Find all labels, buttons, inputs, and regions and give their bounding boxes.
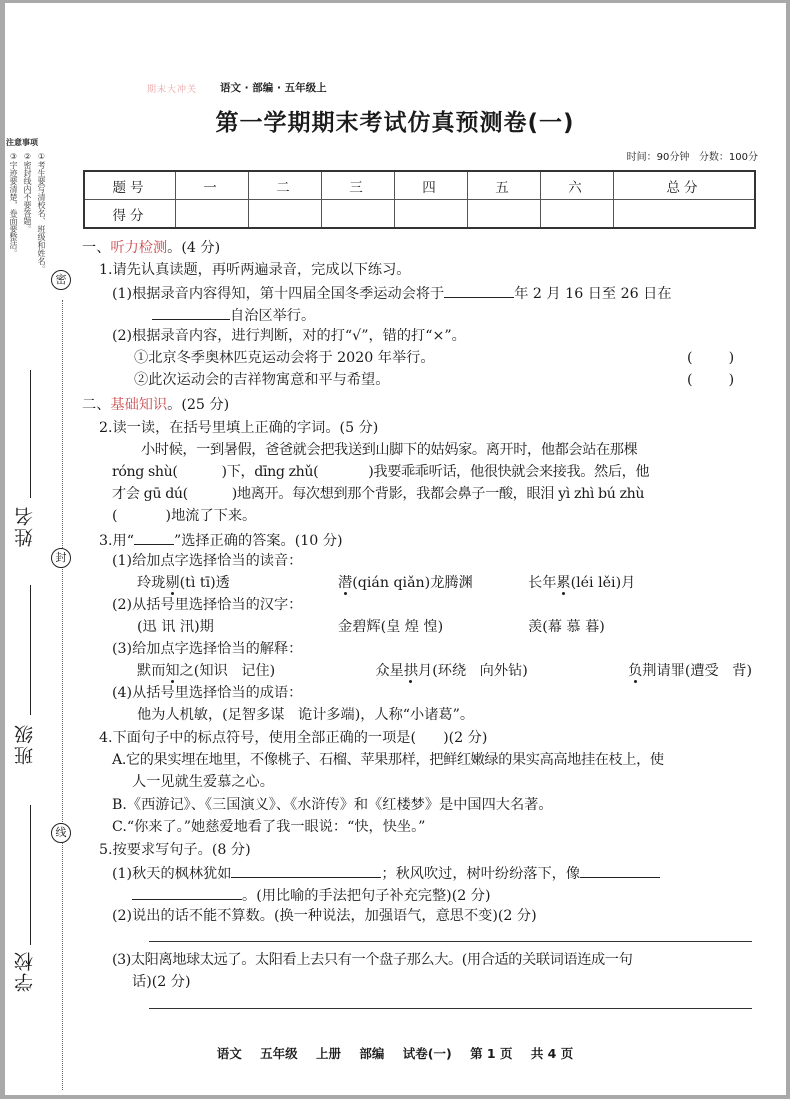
score-cell[interactable] [176,200,249,229]
pinyin-text: róng shù( [112,464,178,480]
section-name: 基础知识 [110,397,168,413]
answer-blank[interactable] [152,304,230,320]
seal-mi-icon: 密 [51,270,71,290]
answer-paren[interactable]: ( ) [687,350,735,366]
brand-logo: 期末大冲关 [147,85,198,95]
notice-title: 注意事项 [6,138,38,147]
footer-grade: 五年级 [260,1046,298,1061]
footer-paper: 试卷(一) [402,1046,452,1061]
choice-text: 众星 [375,663,404,679]
section-heading [82,395,229,417]
choice-text[interactable]: 荆请罪(遭受 背) [642,663,752,679]
choice-item [628,661,752,683]
question-part: (2)根据录音内容，进行判断，对的打“√”，错的打“×”。 [112,328,466,344]
question-stem [99,529,343,553]
footer-subject: 语文 [216,1046,242,1061]
school-fill-line[interactable] [30,805,31,945]
notice-item: ①考生要写清校名、班级和姓名。 [37,152,46,273]
question-part: 话)(2 分) [132,974,191,990]
passage-text: )地流了下来。 [165,508,257,524]
section-points: 。(4 分) [167,240,221,256]
choice-text[interactable]: 之(知识 记住) [179,663,276,679]
table-header-cell: 总分 [614,171,756,200]
table-row [84,171,755,200]
seal-feng-icon: 封 [51,548,71,568]
score-cell[interactable] [322,200,395,229]
answer-line[interactable] [149,941,752,942]
score-row-label: 得分 [84,200,176,229]
dotted-char: 累 [556,575,571,591]
section-heading [82,238,220,260]
footer-page-number: 第 1 页 [470,1046,513,1061]
choice-text[interactable]: (léi lěi)月 [570,575,636,591]
question-stem: 5.按要求写句子。(8 分) [99,842,251,858]
section-number: 一、 [82,240,111,256]
question-part: (2)从括号里选择恰当的汉字： [112,597,303,613]
footer-page-total: 共 4 页 [530,1046,574,1061]
passage-line: 小时候，一到暑假，爸爸就会把我送到山脚下的姑妈家。离开时，他都会站在那棵 [141,442,638,458]
pinyin-text: 才会 gū dú( [112,486,188,502]
option-a[interactable]: A.它的果实埋在地里，不像桃子、石榴、苹果那样，把鲜红嫩绿的果实高高地挂在枝上，使 [112,752,664,768]
choice-text: 默而 [137,663,166,679]
choice-text[interactable]: 月(环绕 向外钻) [418,663,528,679]
score-table [83,170,756,229]
dotted-char: 潜 [338,575,353,591]
question-text: ”选择正确的答案。(10 分) [173,533,343,549]
choice-row [137,661,752,683]
subject-line: 语文 · 部编 · 五年级上 [220,82,327,94]
notice-item: ②密封线内不要答题。 [23,152,32,233]
section-name: 听力检测 [110,240,168,256]
choice-item [528,573,635,595]
question-text: ；秋风吹过，树叶纷纷落下，像 [381,866,581,882]
choice-item [137,661,275,683]
table-header-cell: 二 [249,171,322,200]
question-text: 年 2 月 16 日至 26 日在 [514,286,672,302]
question-part: (4)从括号里选择恰当的成语： [112,685,303,701]
score-cell[interactable] [249,200,322,229]
question-text: 3.用“ [99,533,134,549]
answer-blank[interactable] [132,884,242,900]
question-part [112,862,660,886]
class-label: 班级 [14,723,36,765]
school-label: 学校 [14,950,36,992]
table-header-cell: 五 [468,171,541,200]
dotted-char: 负 [628,663,643,679]
judge-item: ①北京冬季奥林匹克运动会将于 2020 年举行。 [134,350,435,366]
name-fill-line[interactable] [30,370,31,498]
answer-blank[interactable] [231,862,381,878]
choice-text[interactable]: (tì tī)透 [179,575,230,591]
table-row [84,200,755,229]
passage-line [112,506,256,528]
choice-item [375,661,527,683]
choice-item[interactable]: (迅 讯 汛)期 [137,619,214,635]
choice-item [338,573,473,595]
passage-line [112,484,644,506]
question-text: (1)秋天的枫林犹如 [112,866,232,882]
answer-blank [134,529,174,545]
choice-item[interactable]: 金碧辉(皇 煌 惶) [338,619,444,635]
seal-xian-icon: 线 [51,823,71,843]
question-part: (3)太阳离地球太远了。太阳看上去只有一个盘子那么大。(用合适的关联词语连成一句 [112,952,633,968]
choice-text: 玲珑 [137,575,166,591]
choice-item[interactable]: 羡(幕 慕 暮) [528,619,605,635]
passage-line [112,462,649,484]
class-fill-line[interactable] [30,585,31,715]
question-text: 自治区举行。 [230,308,316,324]
table-header-cell: 六 [541,171,614,200]
table-header-cell: 四 [395,171,468,200]
question-part [112,282,672,306]
notice-item: ③字迹要清楚，卷面要整洁。 [9,152,18,257]
question-part [152,304,315,328]
section-points: 。(25 分) [167,397,230,413]
judge-item: ②此次运动会的吉祥物寓意和平与希望。 [134,372,390,388]
question-part: (1)给加点字选择恰当的读音： [112,553,303,569]
page-title: 第一学期期末考试仿真预测卷(一) [215,110,575,136]
choice-item [137,573,230,595]
name-label: 姓名 [14,505,36,547]
dotted-char: 知 [165,663,180,679]
footer-volume: 上册 [316,1046,342,1061]
option-a-cont: 人一见就生爱慕之心。 [132,774,274,790]
question-part: (3)给加点字选择恰当的解释： [112,641,303,657]
score-cell[interactable] [395,200,468,229]
question-stem: 4.下面句子中的标点符号，使用全部正确的一项是( )(2 分) [99,730,488,746]
dotted-char: 剔 [165,575,180,591]
section-number: 二、 [82,397,111,413]
option-b[interactable]: B.《西游记》、《三国演义》、《水浒传》和《红楼梦》是中国四大名著。 [112,797,553,813]
table-header-cell: 三 [322,171,395,200]
passage-text: )地离开。每次想到那个背影，我都会鼻子一酸，眼泪 yì zhì bú zhù [231,486,645,502]
seal-dotted-line [62,300,63,1090]
dotted-char: 拱 [403,663,419,679]
passage-text: ( [112,508,118,524]
score-cell[interactable] [614,200,756,229]
score-cell[interactable] [468,200,541,229]
pinyin-text: )下，dīng zhǔ( [221,464,319,480]
score-cell[interactable] [541,200,614,229]
answer-blank[interactable] [580,862,660,878]
question-stem: 1.请先认真读题，再听两遍录音，完成以下练习。 [99,262,411,278]
answer-paren[interactable]: ( ) [687,372,735,388]
question-text: 。(用比喻的手法把句子补充完整)(2 分) [242,888,491,904]
question-stem: 2.读一读，在括号里填上正确的字词。(5 分) [99,420,379,436]
time-score: 时间：90分钟 分数：100分 [626,152,758,163]
passage-text: )我要乖乖听话，他很快就会来接我。然后，他 [368,464,650,480]
choice-text[interactable]: (qián qiǎn)龙腾渊 [352,575,473,591]
choice-text: 长年 [528,575,557,591]
table-header-cell: 题号 [84,171,176,200]
page-footer [0,1044,790,1062]
option-c[interactable]: C.“你来了。”她慈爱地看了我一眼说：“快，快坐。” [112,819,426,835]
answer-blank[interactable] [444,282,514,298]
footer-edition: 部编 [359,1046,385,1061]
choice-item[interactable]: 他为人机敏，(足智多谋 诡计多端)，人称“小诸葛”。 [137,707,475,723]
table-header-cell: 一 [176,171,249,200]
question-text: (1)根据录音内容得知，第十四届全国冬季运动会将于 [112,286,445,302]
question-part [132,884,491,908]
question-part: (2)说出的话不能不算数。(换一种说法，加强语气，意思不变)(2 分) [112,908,537,924]
answer-line[interactable] [149,1008,752,1009]
